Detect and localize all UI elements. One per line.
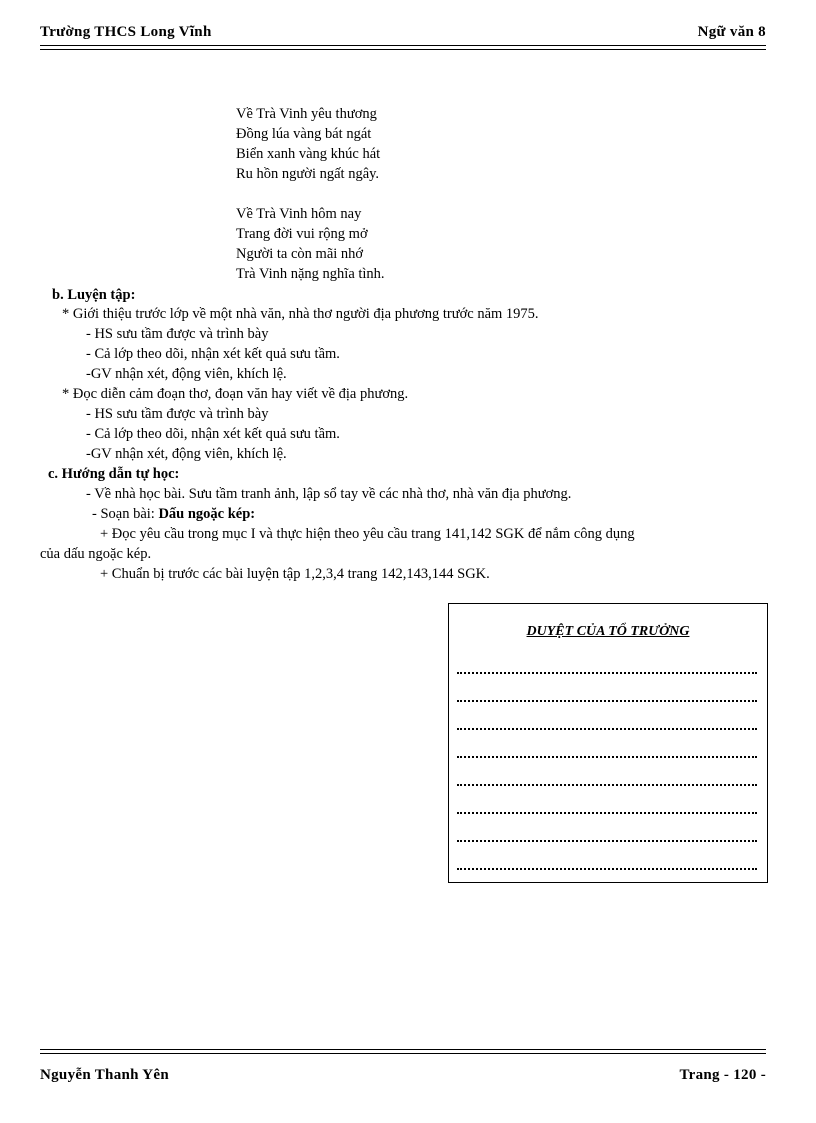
selfstudy-line: + Đọc yêu cầu trong mục I và thực hiện theo yêu cầu trang 141,142 SGK để nắm công dụng bbox=[100, 526, 635, 542]
practice-subitem: - Cả lớp theo dõi, nhận xét kết quả sưu tầm. bbox=[86, 346, 340, 362]
approval-box bbox=[448, 603, 768, 883]
selfstudy-line: + Chuẩn bị trước các bài luyện tập 1,2,3,4 trang 142,143,144 SGK. bbox=[100, 566, 490, 582]
practice-heading: b. Luyện tập: bbox=[52, 287, 136, 303]
page-footer bbox=[40, 1067, 766, 1087]
practice-item: * Đọc diễn cảm đoạn thơ, đoạn văn hay viết về địa phương. bbox=[62, 386, 409, 402]
school-name: Trường THCS Long Vĩnh bbox=[40, 24, 212, 40]
poem-line: Về Trà Vinh yêu thương bbox=[236, 106, 377, 122]
signature-line bbox=[457, 782, 757, 786]
signature-line bbox=[457, 726, 757, 730]
selfstudy-heading: c. Hướng dẫn tự học: bbox=[48, 466, 180, 482]
selfstudy-prep bbox=[92, 505, 255, 523]
signature-line bbox=[457, 866, 757, 870]
practice-subitem: -GV nhận xét, động viên, khích lệ. bbox=[86, 366, 287, 382]
poem-line: Biển xanh vàng khúc hát bbox=[236, 146, 381, 162]
practice-subitem: -GV nhận xét, động viên, khích lệ. bbox=[86, 446, 287, 462]
poem-line: Đồng lúa vàng bát ngát bbox=[236, 126, 372, 142]
header-rule bbox=[40, 45, 766, 46]
prep-prefix: - Soạn bài: bbox=[92, 506, 159, 522]
author-name: Nguyễn Thanh Yên bbox=[40, 1067, 170, 1083]
practice-subitem: - Cả lớp theo dõi, nhận xét kết quả sưu tầm. bbox=[86, 426, 340, 442]
subject-name: Ngữ văn 8 bbox=[697, 24, 766, 40]
footer-rule-2 bbox=[40, 1053, 766, 1054]
signature-line bbox=[457, 698, 757, 702]
page-header bbox=[40, 24, 766, 44]
signature-line bbox=[457, 838, 757, 842]
selfstudy-line: của dấu ngoặc kép. bbox=[40, 546, 152, 562]
practice-item: * Giới thiệu trước lớp về một nhà văn, nhà thơ người địa phương trước năm 1975. bbox=[62, 306, 539, 322]
signature-line bbox=[457, 754, 757, 758]
poem-line: Trà Vinh nặng nghĩa tình. bbox=[236, 266, 385, 282]
poem-line: Ru hồn người ngất ngây. bbox=[236, 166, 380, 182]
page-number: Trang - 120 - bbox=[679, 1067, 766, 1083]
practice-subitem: - HS sưu tầm được và trình bày bbox=[86, 406, 269, 422]
selfstudy-line: - Về nhà học bài. Sưu tầm tranh ảnh, lập sổ tay về các nhà thơ, nhà văn địa phương. bbox=[86, 486, 572, 502]
approval-title: DUYỆT CỦA TỔ TRƯỞNG bbox=[526, 624, 690, 639]
footer-rule bbox=[40, 1049, 766, 1050]
signature-line bbox=[457, 810, 757, 814]
header-rule-2 bbox=[40, 49, 766, 50]
poem-line: Trang đời vui rộng mở bbox=[236, 226, 368, 242]
signature-line bbox=[457, 670, 757, 674]
poem-line: Về Trà Vinh hôm nay bbox=[236, 206, 362, 222]
poem-line: Người ta còn mãi nhớ bbox=[236, 246, 364, 262]
practice-subitem: - HS sưu tầm được và trình bày bbox=[86, 326, 269, 342]
prep-title: Dấu ngoặc kép: bbox=[158, 506, 256, 522]
